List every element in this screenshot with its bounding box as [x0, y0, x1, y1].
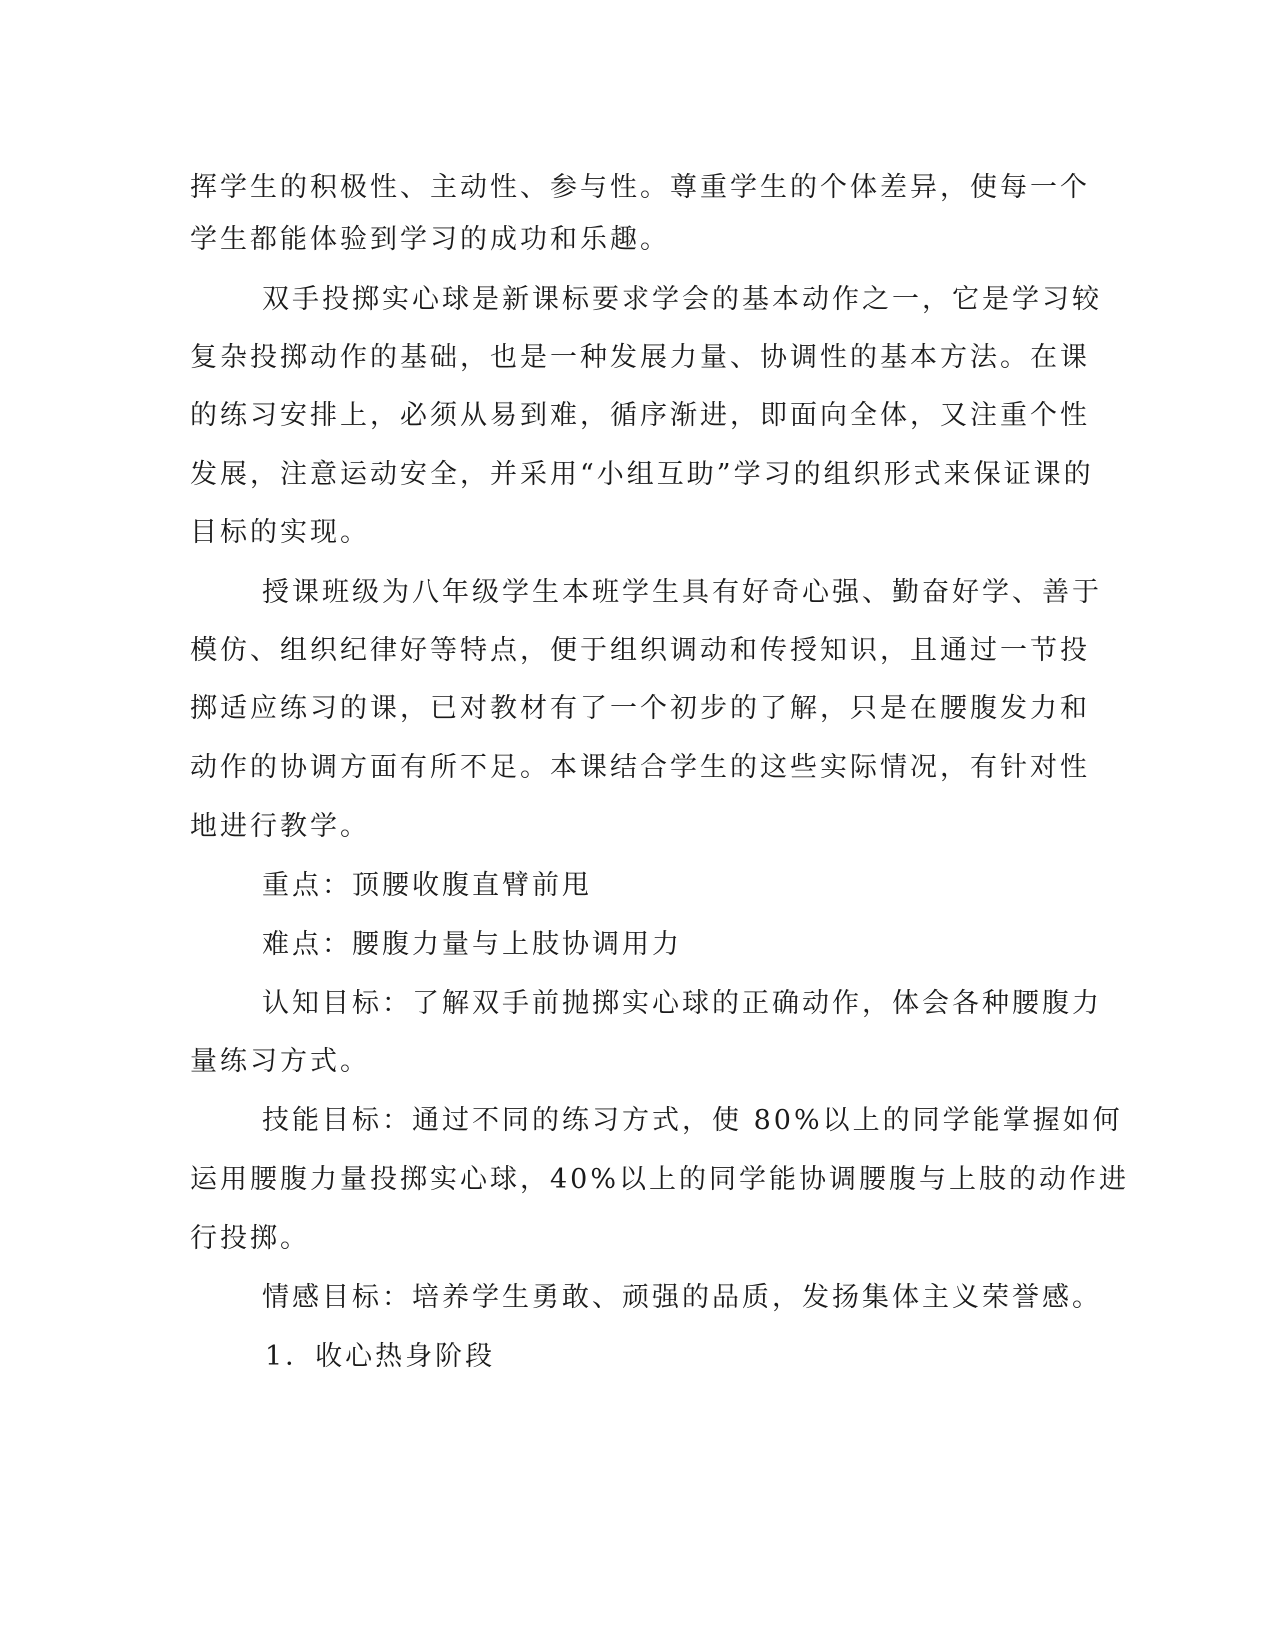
text-line: 行投掷。 [190, 1223, 310, 1254]
text-line: 地进行教学。 [190, 811, 370, 842]
text-line: 挥学生的积极性、主动性、参与性。尊重学生的个体差异，使每一个 [190, 172, 1090, 203]
section-heading: 1．收心热身阶段 [265, 1341, 496, 1372]
skill-goal: 技能目标：通过不同的练习方式，使 80%以上的同学能掌握如何 [262, 1105, 1123, 1136]
text-line: 的练习安排上，必须从易到难，循序渐进，即面向全体，又注重个性 [190, 400, 1090, 431]
text-line: 动作的协调方面有所不足。本课结合学生的这些实际情况，有针对性 [190, 752, 1090, 783]
text-line: 模仿、组织纪律好等特点，便于组织调动和传授知识，且通过一节投 [190, 635, 1090, 666]
text-line: 量练习方式。 [190, 1046, 370, 1077]
text-line: 运用腰腹力量投掷实心球，40%以上的同学能协调腰腹与上肢的动作进 [190, 1164, 1130, 1195]
key-point: 重点：顶腰收腹直臂前甩 [262, 870, 592, 901]
paragraph-start: 授课班级为八年级学生本班学生具有好奇心强、勤奋好学、善于 [262, 577, 1102, 608]
text-line: 目标的实现。 [190, 517, 370, 548]
difficult-point: 难点：腰腹力量与上肢协调用力 [262, 929, 682, 960]
text-line: 学生都能体验到学习的成功和乐趣。 [190, 224, 670, 255]
emotional-goal: 情感目标：培养学生勇敢、顽强的品质，发扬集体主义荣誉感。 [262, 1282, 1102, 1313]
cognitive-goal: 认知目标：了解双手前抛掷实心球的正确动作，体会各种腰腹力 [262, 988, 1102, 1019]
paragraph-start: 双手投掷实心球是新课标要求学会的基本动作之一，它是学习较 [262, 284, 1102, 315]
text-line: 发展，注意运动安全，并采用“小组互助”学习的组织形式来保证课的 [190, 459, 1094, 490]
text-line: 复杂投掷动作的基础，也是一种发展力量、协调性的基本方法。在课 [190, 342, 1090, 373]
text-line: 掷适应练习的课，已对教材有了一个初步的了解，只是在腰腹发力和 [190, 693, 1090, 724]
